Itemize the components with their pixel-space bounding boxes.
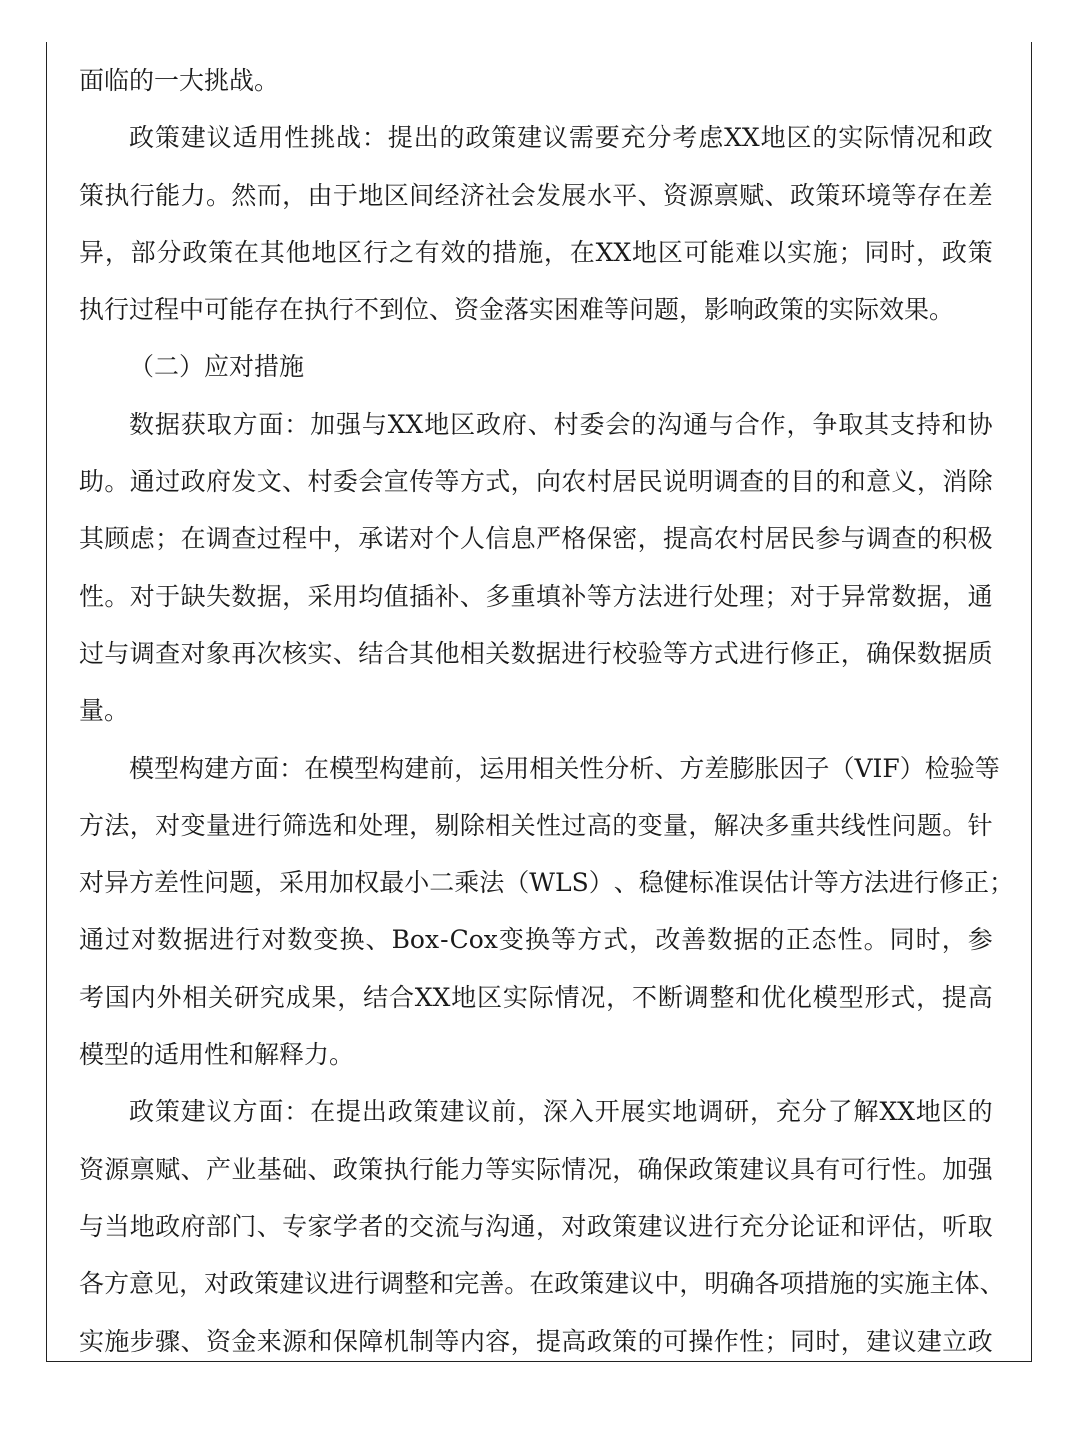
text-line: 模型的适用性和解释力。 <box>79 1040 355 1070</box>
text-line: 执行过程中可能存在执行不到位、资金落实困难等问题，影响政策的实际效果。 <box>79 295 955 325</box>
text-line: 资 源 禀 赋 、 产 业 基 础 、 政 策 执 行 能 力 等 实 际 情 况 ， 确 保 政 策 建 议 具 有 可 行 性 。 加 强 <box>79 1154 993 1184</box>
text-line: 异 ， 部 分 政 策 在 其 他 地 区 行 之 有 效 的 措 施 ， 在 XX 地 区 可 能 难 以 实 施 ； 同 时 ， 政 策 <box>79 237 993 267</box>
text-line: 助 。 通 过 政 府 发 文 、 村 委 会 宣 传 等 方 式 ， 向 农 村 居 民 说 明 调 查 的 目 的 和 意 义 ， 消 除 <box>79 467 993 497</box>
text-line: 与 当 地 政 府 部 门 、 专 家 学 者 的 交 流 与 沟 通 ， 对 政 策 建 议 进 行 充 分 论 证 和 评 估 ， 听 取 <box>79 1211 993 1241</box>
text-line: 对 异 方 差 性 问 题 ， 采 用 加 权 最 小 二 乘 法 （ WLS ） 、 稳 健 标 准 误 估 计 等 方 法 进 行 修 正 ； <box>79 868 1014 898</box>
text-line: 数 据 获 取 方 面 ： 加 强 与 XX 地 区 政 府 、 村 委 会 的 沟 通 与 合 作 ， 争 取 其 支 持 和 协 <box>129 409 993 439</box>
text-line: 量。 <box>79 696 130 726</box>
text-line: 策 执 行 能 力 。 然 而 ， 由 于 地 区 间 经 济 社 会 发 展 水 平 、 资 源 禀 赋 、 政 策 环 境 等 存 在 差 <box>79 180 993 210</box>
text-line: 实 施 步 骤 、 资 金 来 源 和 保 障 机 制 等 内 容 ， 提 高 政 策 的 可 操 作 性 ； 同 时 ， 建 议 建 立 政 <box>79 1326 993 1356</box>
document-body <box>79 52 1014 1370</box>
section-heading: （二）应对措施 <box>129 352 305 382</box>
text-line: 面临的一大挑战。 <box>79 66 280 95</box>
text-line: 性 。 对 于 缺 失 数 据 ， 采 用 均 值 插 补 、 多 重 填 补 等 方 法 进 行 处 理 ； 对 于 异 常 数 据 ， 通 <box>79 581 993 611</box>
text-line: 过 与 调 查 对 象 再 次 核 实 、 结 合 其 他 相 关 数 据 进 行 校 验 等 方 式 进 行 修 正 ， 确 保 数 据 质 <box>79 638 993 668</box>
text-line: 考 国 内 外 相 关 研 究 成 果 ， 结 合 XX 地 区 实 际 情 况 ， 不 断 调 整 和 优 化 模 型 形 式 ， 提 高 <box>79 982 993 1012</box>
text-line: 政 策 建 议 适 用 性 挑 战 ： 提 出 的 政 策 建 议 需 要 充 分 考 虑 XX 地 区 的 实 际 情 况 和 政 <box>129 123 993 153</box>
text-line: 模 型 构 建 方 面 ： 在 模 型 构 建 前 ， 运 用 相 关 性 分 析 、 方 差 膨 胀 因 子 （ VIF ） 检 验 等 <box>129 753 1000 783</box>
text-line: 各 方 意 见 ， 对 政 策 建 议 进 行 调 整 和 完 善 。 在 政 策 建 议 中 ， 明 确 各 项 措 施 的 实 施 主 体 、 <box>79 1269 1005 1299</box>
text-line: 方 法 ， 对 变 量 进 行 筛 选 和 处 理 ， 剔 除 相 关 性 过 高 的 变 量 ， 解 决 多 重 共 线 性 问 题 。 针 <box>79 810 993 840</box>
text-line: 通 过 对 数 据 进 行 对 数 变 换 、 Box - Cox 变 换 等 方 式 ， 改 善 数 据 的 正 态 性 。 同 时 ， 参 <box>79 925 993 955</box>
text-line: 政 策 建 议 方 面 ： 在 提 出 政 策 建 议 前 ， 深 入 开 展 实 地 调 研 ， 充 分 了 解 XX 地 区 的 <box>129 1097 993 1127</box>
text-line: 其 顾 虑 ； 在 调 查 过 程 中 ， 承 诺 对 个 人 信 息 严 格 保 密 ， 提 高 农 村 居 民 参 与 调 查 的 积 极 <box>79 524 993 554</box>
